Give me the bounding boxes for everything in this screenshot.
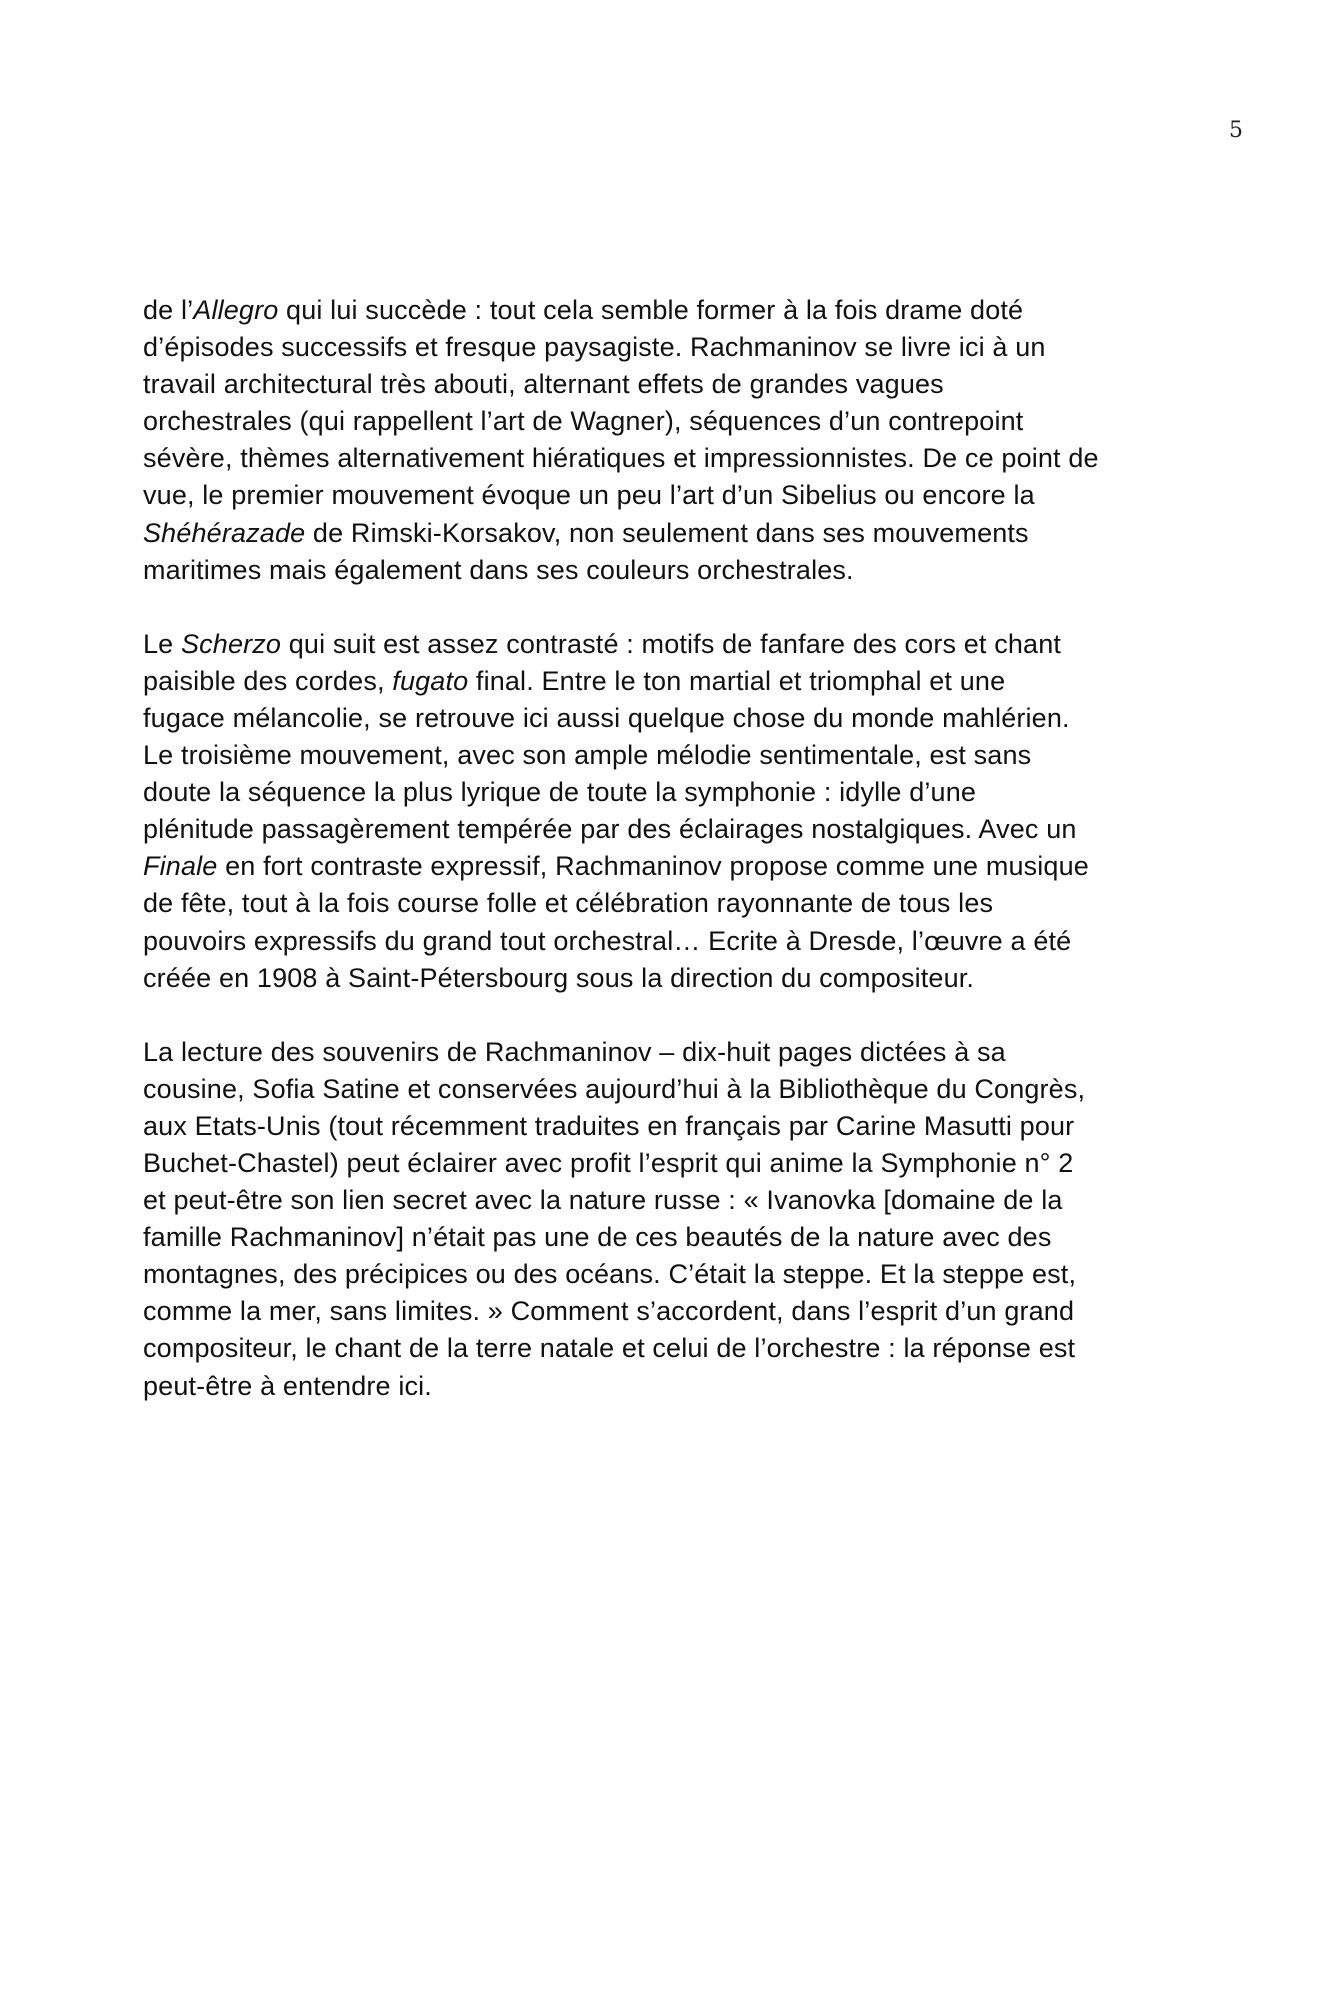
text-run: qui suit est assez contrasté : motifs de fanfare des cors et chant (281, 628, 1062, 659)
italic-text: Shéhérazade (143, 517, 306, 548)
text-run: doute la séquence la plus lyrique de toute la symphonie : idylle d’une (143, 777, 977, 808)
text-line (143, 737, 1203, 774)
text-line (143, 774, 1203, 811)
text-run: créée en 1908 à Saint-Pétersbourg sous la direction du compositeur. (143, 962, 975, 993)
text-run: final. Entre le ton martial et triomphal et une (468, 665, 1006, 696)
text-line (143, 515, 1203, 552)
text-run: pouvoirs expressifs du grand tout orchestral… Ecrite à Dresde, l’œuvre a été (143, 925, 1072, 956)
text-run: cousine, Sofia Satine et conservées aujourd’hui à la Bibliothèque du Congrès, (143, 1073, 1086, 1104)
text-run: Le (143, 628, 181, 659)
text-run: de l’ (143, 295, 194, 325)
text-line (143, 440, 1203, 477)
text-line (143, 885, 1203, 922)
text-run: comme la mer, sans limites. » Comment s’accordent, dans l’esprit d’un grand (143, 1296, 1075, 1327)
text-line (143, 1330, 1203, 1367)
text-run: vue, le premier mouvement évoque un peu l’art d’un Sibelius ou encore la (143, 480, 1035, 511)
text-line (143, 403, 1203, 440)
text-line (143, 1034, 1203, 1071)
text-run: en fort contraste expressif, Rachmaninov propose comme une musique (217, 851, 1089, 882)
text-run: de fête, tout à la fois course folle et célébration rayonnante de tous les (143, 888, 994, 919)
text-run: sévère, thèmes alternativement hiératiques et impressionnistes. De ce point de (143, 443, 1099, 474)
text-run: Buchet-Chastel) peut éclairer avec profit l’esprit qui anime la Symphonie n° 2 (143, 1147, 1074, 1178)
italic-text: Scherzo (180, 628, 282, 659)
text-line (143, 552, 1203, 589)
text-run: maritimes mais également dans ses couleurs orchestrales. (143, 554, 854, 585)
text-line (143, 923, 1203, 960)
italic-text: Allegro (193, 295, 279, 325)
text-line (143, 1182, 1203, 1219)
text-run: d’épisodes successifs et fresque paysagiste. Rachmaninov se livre ici à un (143, 332, 1046, 363)
text-run: Le troisième mouvement, avec son ample mélodie sentimentale, est sans (143, 740, 1032, 771)
text-line (143, 366, 1203, 403)
text-line (143, 292, 1203, 329)
text-run: La lecture des souvenirs de Rachmaninov – dix-huit pages dictées à sa (143, 1036, 1006, 1067)
italic-text: fugato (392, 665, 469, 696)
text-run: orchestrales (qui rappellent l’art de Wagner), séquences d’un contrepoint (143, 406, 1024, 437)
paragraph-1 (143, 292, 1203, 589)
text-run: montagnes, des précipices ou des océans. C’était la steppe. Et la steppe est, (143, 1259, 1077, 1290)
text-line (143, 626, 1203, 663)
text-line (143, 1256, 1203, 1293)
paragraph-2 (143, 626, 1203, 997)
italic-text: Finale (143, 851, 218, 882)
text-line (143, 1368, 1203, 1405)
page-number: 5 (1229, 118, 1243, 143)
text-run: paisible des cordes, (143, 665, 393, 696)
text-line (143, 811, 1203, 848)
text-line (143, 329, 1203, 366)
text-run: et peut-être son lien secret avec la nature russe : « Ivanovka [domaine de la (143, 1185, 1063, 1216)
body-text (143, 292, 1203, 1442)
text-line (143, 1071, 1203, 1108)
text-line (143, 1108, 1203, 1145)
text-line (143, 1293, 1203, 1330)
text-line (143, 960, 1203, 997)
text-run: peut-être à entendre ici. (143, 1370, 432, 1401)
text-line (143, 700, 1203, 737)
text-run: de Rimski-Korsakov, non seulement dans ses mouvements (305, 517, 1029, 548)
text-run: plénitude passagèrement tempérée par des éclairages nostalgiques. Avec un (143, 814, 1077, 845)
text-line (143, 663, 1203, 700)
text-line (143, 1219, 1203, 1256)
text-run: travail architectural très abouti, alternant effets de grandes vagues (143, 369, 944, 400)
text-run: qui lui succède : tout cela semble former à la fois drame doté (278, 295, 1024, 325)
text-line (143, 477, 1203, 514)
text-line (143, 848, 1203, 885)
text-run: fugace mélancolie, se retrouve ici aussi quelque chose du monde mahlérien. (143, 702, 1070, 733)
text-run: compositeur, le chant de la terre natale et celui de l’orchestre : la réponse est (143, 1333, 1076, 1364)
text-run: aux Etats-Unis (tout récemment traduites en français par Carine Masutti pour (143, 1110, 1075, 1141)
text-run: famille Rachmaninov] n’était pas une de ces beautés de la nature avec des (143, 1222, 1052, 1253)
paragraph-3 (143, 1034, 1203, 1405)
text-line (143, 1145, 1203, 1182)
